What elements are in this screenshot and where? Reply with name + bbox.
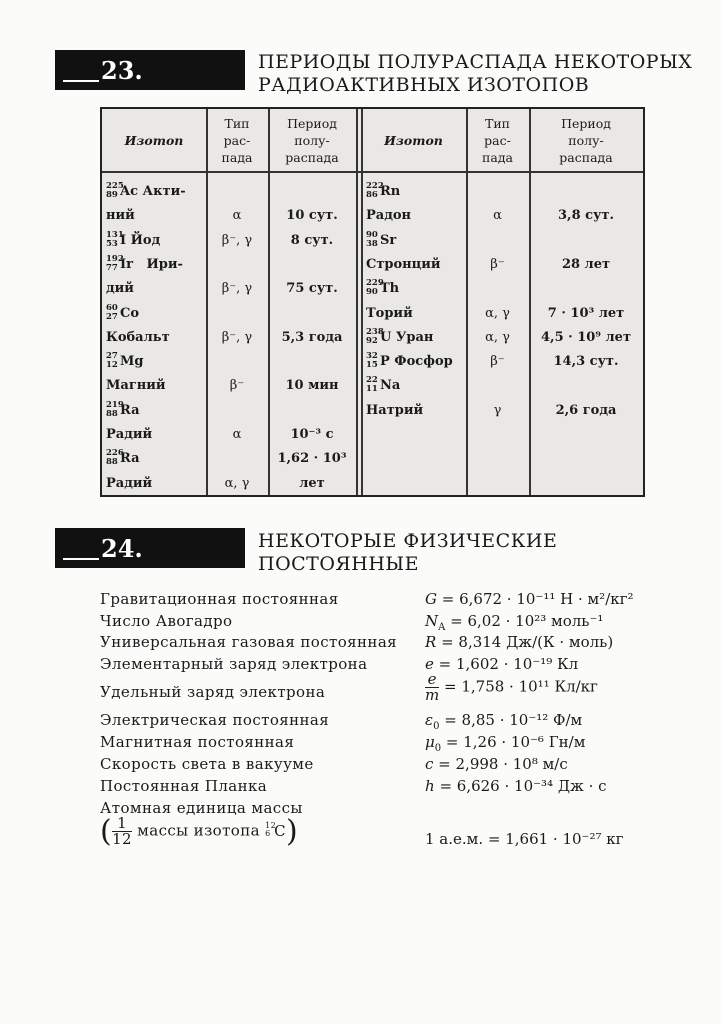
section-23-number: 23. [101,56,143,85]
half-life-cell [529,181,643,203]
element-symbol: Ra [120,402,140,418]
element-symbol: C [274,821,287,840]
constant-value [425,755,568,773]
constant-name: Универсальная газовая постоянная [100,633,398,651]
header-isotope: Изотоп [384,132,443,148]
constant-name: Скорость света в вакууме [100,755,314,773]
header-isotope: Изотоп [124,132,184,148]
constant-symbol: μ [425,733,435,751]
isotope-cell [366,254,441,276]
decay-type-cell: β⁻ [490,256,505,272]
denominator: m [425,686,440,704]
constant-value [425,633,613,651]
element-symbol: Sr [380,232,397,248]
decay-type-cell: α [232,208,242,224]
title-line: ПЕРИОДЫ ПОЛУРАСПАДА НЕКОТОРЫХ [258,51,693,73]
constant-equation: = 1,26 · 10⁻⁶ Гн/м [441,733,586,751]
mass-number: 60 [106,302,118,313]
constant-equation: = 6,626 · 10⁻³⁴ Дж · с [434,777,607,795]
isotope-cell [106,278,134,300]
decay-type-cell: γ [493,402,502,418]
symbol-subscript: A [438,622,446,633]
half-life-cell: 75 сут. [286,281,338,297]
nuclide-symbol [366,230,396,252]
isotope-cell [366,303,413,325]
nuclide-symbol [366,181,400,203]
half-life-cell [268,400,356,422]
title-line: НЕКОТОРЫЕ ФИЗИЧЕСКИЕ [258,530,558,552]
decay-type-cell: β⁻, γ [221,329,253,345]
nuclide-symbol [106,230,126,252]
element-name: ний [106,208,135,224]
mass-number: 222 [366,181,384,191]
number-rule [63,80,99,82]
isotope-cell [106,400,140,422]
constant-value: 1 а.е.м. = 1,661 · 10⁻²⁷ кг [425,830,624,848]
atomic-number: 88 [106,457,118,468]
isotope-cell [106,303,139,325]
nuclide-symbol [106,254,133,276]
decay-type-cell: β⁻, γ [221,281,253,297]
element-symbol: U [380,329,392,345]
section-23-title [258,51,692,97]
header-decay-type: Тип рас- пада [221,115,253,165]
constant-value [425,655,578,673]
fraction [112,816,132,847]
element-name: Стронций [366,256,441,272]
mass-number: 12 [265,820,277,830]
constant-name: Элементарный заряд электрона [100,655,368,673]
constant-symbol: R [425,633,437,651]
mass-number: 226 [106,448,124,459]
nuclide-symbol [106,448,140,470]
constant-value [425,711,582,732]
constant-symbol: e [425,655,434,673]
header-divider [102,171,643,173]
nuclide-symbol [106,351,143,373]
constant-name: Удельный заряд электрона [100,683,326,701]
atomic-number: 12 [106,360,118,371]
element-name: Торий [366,305,413,321]
mass-number: 219 [106,399,124,410]
decay-type-cell: α, γ [485,305,510,321]
element-symbol: Ac [120,184,139,199]
half-life-cell: 3,8 сут. [558,208,614,224]
element-symbol: P [380,354,390,370]
isotope-cell [366,351,453,373]
element-symbol: Mg [120,354,144,370]
half-life-cell: 7 · 10³ лет [547,305,625,321]
isotope-cell [366,278,399,300]
element-symbol: Ir [120,256,133,272]
element-symbol: Na [380,378,401,394]
mass-number: 225 [106,181,124,191]
decay-type-cell [206,181,268,203]
header-half-life: Период полу- распада [559,115,613,165]
element-symbol: I [120,232,127,248]
half-life-cell [268,254,356,276]
half-life-cell: 1,62 · 10³ [277,451,347,467]
constant-symbol: h [425,777,435,795]
numerator: e [425,672,439,688]
constant-symbol: N [425,612,439,630]
number-rule [63,558,99,560]
decay-type-cell [466,278,529,300]
nuclide-symbol [265,822,286,840]
decay-type-cell [206,254,268,276]
element-symbol: Th [380,281,400,297]
element-name: Акти- [138,184,186,199]
constant-equation: = 1,602 · 10⁻¹⁹ Кл [433,655,579,673]
half-life-cell [529,278,643,300]
constant-symbol: c [425,755,434,773]
constant-symbol: ε [425,711,434,729]
constant-value [425,777,607,795]
constant-equation: = 6,02 · 10²³ моль⁻¹ [445,612,604,630]
nuclide-symbol [366,278,399,300]
element-name: Радон [366,208,412,224]
denominator: 12 [112,830,132,848]
decay-type-cell: α [232,427,242,442]
isotope-cell [106,375,166,397]
column-divider [356,109,358,495]
mass-number: 32 [366,351,378,362]
half-life-cell [529,230,643,252]
atomic-number: 27 [106,311,118,322]
mass-number: 192 [106,253,124,264]
constant-value [425,733,585,754]
isotope-cell [366,181,400,203]
isotope-cell [366,327,433,349]
section-23-number-box [55,50,245,90]
element-symbol: Rn [380,184,401,199]
half-life-cell [268,303,356,325]
half-life-cell: лет [299,475,325,491]
constant-name: Электрическая постоянная [100,711,330,729]
atomic-number: 11 [366,384,378,395]
mass-number: 238 [366,326,384,337]
decay-type-cell: α, γ [224,475,250,491]
element-name: Магний [106,378,166,394]
isotope-cell [106,424,152,446]
constant-value [425,672,598,703]
half-life-cell: 5,3 года [281,329,343,345]
decay-type-cell: α [493,208,502,224]
element-name: Радий [106,475,153,491]
isotope-cell [106,181,186,203]
element-name: дий [106,281,134,297]
decay-type-cell [466,181,529,203]
header-decay-type: Тип рас- пада [482,115,513,165]
constant-name: Число Авогадро [100,612,233,630]
element-name: Кобальт [106,329,170,345]
isotope-cell [106,205,135,227]
symbol-subscript: 0 [434,743,442,754]
isotope-cell [366,205,411,227]
half-life-cell: 8 сут. [290,232,334,248]
half-life-cell: 10 мин [285,378,339,394]
element-symbol: Ra [120,451,140,467]
numerator: 1 [112,816,132,832]
title-line: РАДИОАКТИВНЫХ ИЗОТОПОВ [258,74,590,96]
nuclide-symbol [366,351,390,373]
constant-name: Гравитационная постоянная [100,590,339,608]
half-life-cell: 2,6 года [555,402,617,418]
atomic-number: 90 [366,287,378,298]
title-line: ПОСТОЯННЫЕ [258,553,419,575]
header-half-life: Период полу- распада [285,115,339,165]
atomic-number: 38 [366,238,378,249]
decay-type-cell [206,303,268,325]
isotope-cell [106,473,152,495]
decay-type-cell: β⁻ [490,354,505,370]
element-name: Ири- [132,256,183,272]
constant-equation: = 6,672 · 10⁻¹¹ Н · м²/кг² [436,590,634,608]
constant-name: Магнитная постоянная [100,733,295,751]
constant-name: Атомная единица массы [100,799,303,817]
note-text: массы изотопа [132,821,266,840]
mass-number: 27 [106,351,118,362]
constant-name: Постоянная Планка [100,777,268,795]
nuclide-symbol [366,375,400,397]
section-24-number-box [55,528,245,568]
paren-left: ( [100,814,113,849]
atomic-number: 77 [106,262,118,273]
atomic-number: 15 [366,360,378,371]
isotope-cell [106,254,183,276]
paren-right: ) [286,814,299,849]
decay-type-cell [206,351,268,373]
constant-value [425,612,603,633]
atomic-number: 92 [366,335,378,346]
element-name: Уран [391,329,434,345]
half-life-cell [268,181,356,203]
mass-number: 131 [106,229,124,240]
constant-equation: = 8,314 Дж/(К · моль) [436,633,614,651]
isotope-cell [366,375,400,397]
decay-type-cell: β⁻, γ [221,232,253,248]
element-name: Радий [106,427,153,442]
atomic-number: 53 [106,238,118,249]
half-life-cell: 4,5 · 10⁹ лет [541,329,631,345]
nuclide-symbol [106,400,140,422]
half-life-cell: 14,3 сут. [553,354,619,370]
constant-symbol: G [425,590,437,608]
decay-type-cell: β⁻ [229,378,245,394]
decay-type-cell: α, γ [485,329,510,345]
half-life-cell [268,351,356,373]
isotope-cell [106,351,143,373]
nuclide-symbol [106,303,139,325]
constant-value [425,590,634,608]
atomic-number: 89 [106,190,118,200]
isotope-cell [366,230,396,252]
atomic-number: 86 [366,190,378,200]
nuclide-symbol [106,181,138,203]
decay-type-cell [466,375,529,397]
half-life-cell: 28 лет [561,256,611,272]
mass-number: 90 [366,229,378,240]
isotope-cell [106,230,160,252]
element-name: Йод [126,232,161,248]
element-symbol: Co [120,305,140,321]
half-life-cell [529,375,643,397]
mass-number: 229 [366,278,384,289]
constant-equation: = 2,998 · 10⁸ м/с [433,755,568,773]
section-24-number: 24. [101,534,143,563]
constant-equation: = 8,85 · 10⁻¹² Ф/м [439,711,583,729]
element-name: Натрий [366,402,424,418]
isotope-cell [366,400,423,422]
constant-note [100,814,298,849]
decay-type-cell [206,400,268,422]
decay-type-cell [206,448,268,470]
atomic-number: 88 [106,408,118,419]
element-name: Фосфор [389,354,453,370]
isotope-cell [106,448,140,470]
half-life-table [100,107,645,497]
atomic-number: 6 [265,828,271,838]
decay-type-cell [466,230,529,252]
mass-number: 22 [366,375,378,386]
half-life-cell: 10 сут. [286,208,338,224]
half-life-cell: 10⁻³ с [290,427,334,442]
symbol-subscript: 0 [433,721,440,732]
constant-equation: = 1,758 · 10¹¹ Кл/кг [439,677,598,696]
fraction [425,672,439,703]
isotope-cell [106,327,170,349]
nuclide-symbol [366,327,391,349]
section-24-title [258,530,557,576]
